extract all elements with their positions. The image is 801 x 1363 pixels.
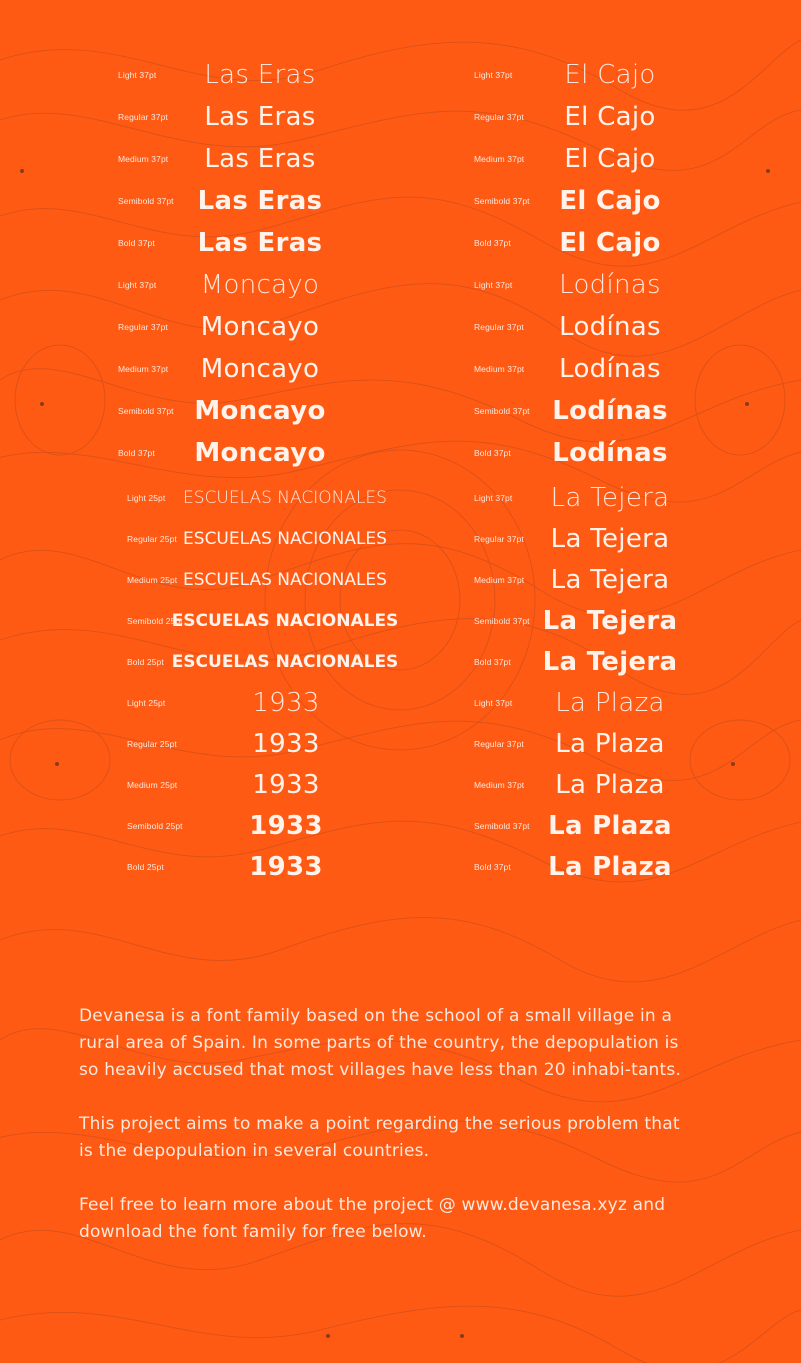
specimen-sample: La Tejera xyxy=(550,483,670,513)
weight-label: Light 37pt xyxy=(474,493,513,503)
specimen-row xyxy=(400,519,801,560)
specimen-sample: ESCUELAS NACIONALES xyxy=(183,529,387,549)
description-paragraph: This project aims to make a point regarding the serious problem that is the depopulation in several countries. xyxy=(79,1114,680,1161)
specimen-row xyxy=(400,348,801,390)
weight-label: Medium 37pt xyxy=(474,575,525,585)
weight-label: Semibold 37pt xyxy=(474,406,530,416)
specimen-sample: 1933 xyxy=(249,811,323,841)
specimen-sample: La Plaza xyxy=(555,729,665,759)
specimen-sample: ESCUELAS NACIONALES xyxy=(183,570,387,590)
specimen-sample: Lodínas xyxy=(552,438,668,468)
specimen-group xyxy=(0,54,400,474)
weight-label: Medium 37pt xyxy=(118,154,169,164)
specimen-row xyxy=(400,96,801,138)
specimen-row xyxy=(0,54,400,96)
weight-label: Light 25pt xyxy=(127,493,166,503)
weight-label: Regular 37pt xyxy=(474,534,524,544)
project-description xyxy=(79,1003,689,1273)
specimen-row xyxy=(0,765,400,806)
specimen-sample: 1933 xyxy=(249,852,323,882)
weight-label: Semibold 37pt xyxy=(474,196,530,206)
weight-label: Semibold 37pt xyxy=(474,821,530,831)
specimen-sample: La Plaza xyxy=(555,770,665,800)
weight-label: Bold 37pt xyxy=(118,238,155,248)
specimen-row xyxy=(400,180,801,222)
specimen-row xyxy=(400,222,801,264)
specimen-row xyxy=(400,560,801,601)
specimen-row xyxy=(400,601,801,642)
specimen-sample: Moncayo xyxy=(200,312,320,342)
specimen-sample: La Tejera xyxy=(542,647,678,677)
description-paragraph: Devanesa is a font family based on the school of a small village in a rural area of Spain. In some parts of the country, the depopulation is so heavily accused that most villages have less than 20 inhabi-tants. xyxy=(79,1006,682,1080)
specimen-sample: Las Eras xyxy=(197,228,323,258)
specimen-row xyxy=(400,642,801,683)
weight-label: Semibold 37pt xyxy=(474,616,530,626)
specimen-row xyxy=(400,683,801,724)
specimen-row xyxy=(0,432,400,474)
weight-label: Light 37pt xyxy=(118,280,157,290)
specimen-group xyxy=(400,54,801,474)
specimen-row xyxy=(400,432,801,474)
specimen-column-left xyxy=(0,54,400,888)
weight-label: Light 37pt xyxy=(474,70,513,80)
specimen-sample: ESCUELAS NACIONALES xyxy=(171,652,399,672)
specimen-row xyxy=(400,264,801,306)
weight-label: Medium 37pt xyxy=(474,364,525,374)
weight-label: Semibold 37pt xyxy=(118,196,174,206)
specimen-sample: Moncayo xyxy=(194,438,326,468)
specimen-sample: ESCUELAS NACIONALES xyxy=(171,611,399,631)
specimen-row xyxy=(0,222,400,264)
specimen-sample: 1933 xyxy=(252,729,320,759)
weight-label: Bold 25pt xyxy=(127,657,164,667)
specimen-sample: Las Eras xyxy=(204,102,316,132)
weight-label: Bold 37pt xyxy=(474,238,511,248)
specimen-row xyxy=(400,765,801,806)
specimen-row xyxy=(400,724,801,765)
weight-label: Light 37pt xyxy=(118,70,157,80)
description-paragraph: Feel free to learn more about the project @ www.devanesa.xyz and download the font family for free below. xyxy=(79,1195,666,1242)
specimen-sample: Las Eras xyxy=(197,186,323,216)
specimen-sample: La Tejera xyxy=(550,524,670,554)
weight-label: Bold 37pt xyxy=(118,448,155,458)
specimen-row xyxy=(0,348,400,390)
weight-label: Medium 25pt xyxy=(127,780,178,790)
specimen-row xyxy=(400,390,801,432)
weight-label: Bold 37pt xyxy=(474,657,511,667)
specimen-sample: Lodínas xyxy=(559,312,661,342)
specimen-row xyxy=(0,96,400,138)
specimen-row xyxy=(0,724,400,765)
specimen-sample: El Cajo xyxy=(564,144,656,174)
weight-label: Regular 25pt xyxy=(127,534,177,544)
specimen-sample: Las Eras xyxy=(204,60,316,90)
weight-label: Medium 37pt xyxy=(474,154,525,164)
specimen-sample: Moncayo xyxy=(194,396,326,426)
weight-label: Regular 25pt xyxy=(127,739,177,749)
specimen-row xyxy=(0,180,400,222)
specimen-row xyxy=(0,601,400,642)
specimen-column-right xyxy=(400,54,801,888)
specimen-sample: Moncayo xyxy=(200,354,320,384)
weight-label: Light 37pt xyxy=(474,280,513,290)
specimen-sample: La Plaza xyxy=(555,688,665,718)
specimen-row xyxy=(0,264,400,306)
weight-label: Regular 37pt xyxy=(474,322,524,332)
weight-label: Bold 37pt xyxy=(474,448,511,458)
specimen-sample: El Cajo xyxy=(559,228,661,258)
specimen-sample: Las Eras xyxy=(204,144,316,174)
specimen-group xyxy=(400,478,801,888)
weight-label: Medium 37pt xyxy=(118,364,169,374)
weight-label: Bold 37pt xyxy=(474,862,511,872)
specimen-row xyxy=(0,519,400,560)
weight-label: Medium 25pt xyxy=(127,575,178,585)
specimen-row xyxy=(0,806,400,847)
specimen-row xyxy=(0,642,400,683)
specimen-sample: El Cajo xyxy=(564,60,656,90)
specimen-sample: 1933 xyxy=(252,688,320,718)
weight-label: Light 25pt xyxy=(127,698,166,708)
specimen-row xyxy=(0,683,400,724)
specimen-sample: La Tejera xyxy=(542,606,678,636)
weight-label: Regular 37pt xyxy=(118,322,168,332)
specimen-row xyxy=(0,478,400,519)
specimen-row xyxy=(0,138,400,180)
weight-label: Medium 37pt xyxy=(474,780,525,790)
weight-label: Semibold 25pt xyxy=(127,616,183,626)
specimen-row xyxy=(0,390,400,432)
specimen-sample: Lodínas xyxy=(559,270,661,300)
map-dot xyxy=(460,1334,464,1338)
weight-label: Bold 25pt xyxy=(127,862,164,872)
specimen-sample: La Plaza xyxy=(548,852,672,882)
specimen-sample: La Tejera xyxy=(550,565,670,595)
specimen-row xyxy=(400,306,801,348)
weight-label: Light 37pt xyxy=(474,698,513,708)
specimen-group xyxy=(0,478,400,888)
weight-label: Semibold 37pt xyxy=(118,406,174,416)
weight-label: Semibold 25pt xyxy=(127,821,183,831)
specimen-sample: Lodínas xyxy=(552,396,668,426)
map-dot xyxy=(326,1334,330,1338)
specimen-sample: El Cajo xyxy=(559,186,661,216)
specimen-sample: La Plaza xyxy=(548,811,672,841)
specimen-row xyxy=(400,806,801,847)
weight-label: Regular 37pt xyxy=(118,112,168,122)
specimen-sample: ESCUELAS NACIONALES xyxy=(183,488,387,508)
specimen-row xyxy=(400,478,801,519)
specimen-row xyxy=(0,560,400,601)
specimen-row xyxy=(0,847,400,888)
specimen-row xyxy=(0,306,400,348)
weight-label: Regular 37pt xyxy=(474,739,524,749)
specimen-row xyxy=(400,847,801,888)
specimen-row xyxy=(400,138,801,180)
specimen-sample: Lodínas xyxy=(559,354,661,384)
specimen-sample: Moncayo xyxy=(200,270,320,300)
specimen-sample: El Cajo xyxy=(564,102,656,132)
specimen-row xyxy=(400,54,801,96)
weight-label: Regular 37pt xyxy=(474,112,524,122)
specimen-sample: 1933 xyxy=(252,770,320,800)
